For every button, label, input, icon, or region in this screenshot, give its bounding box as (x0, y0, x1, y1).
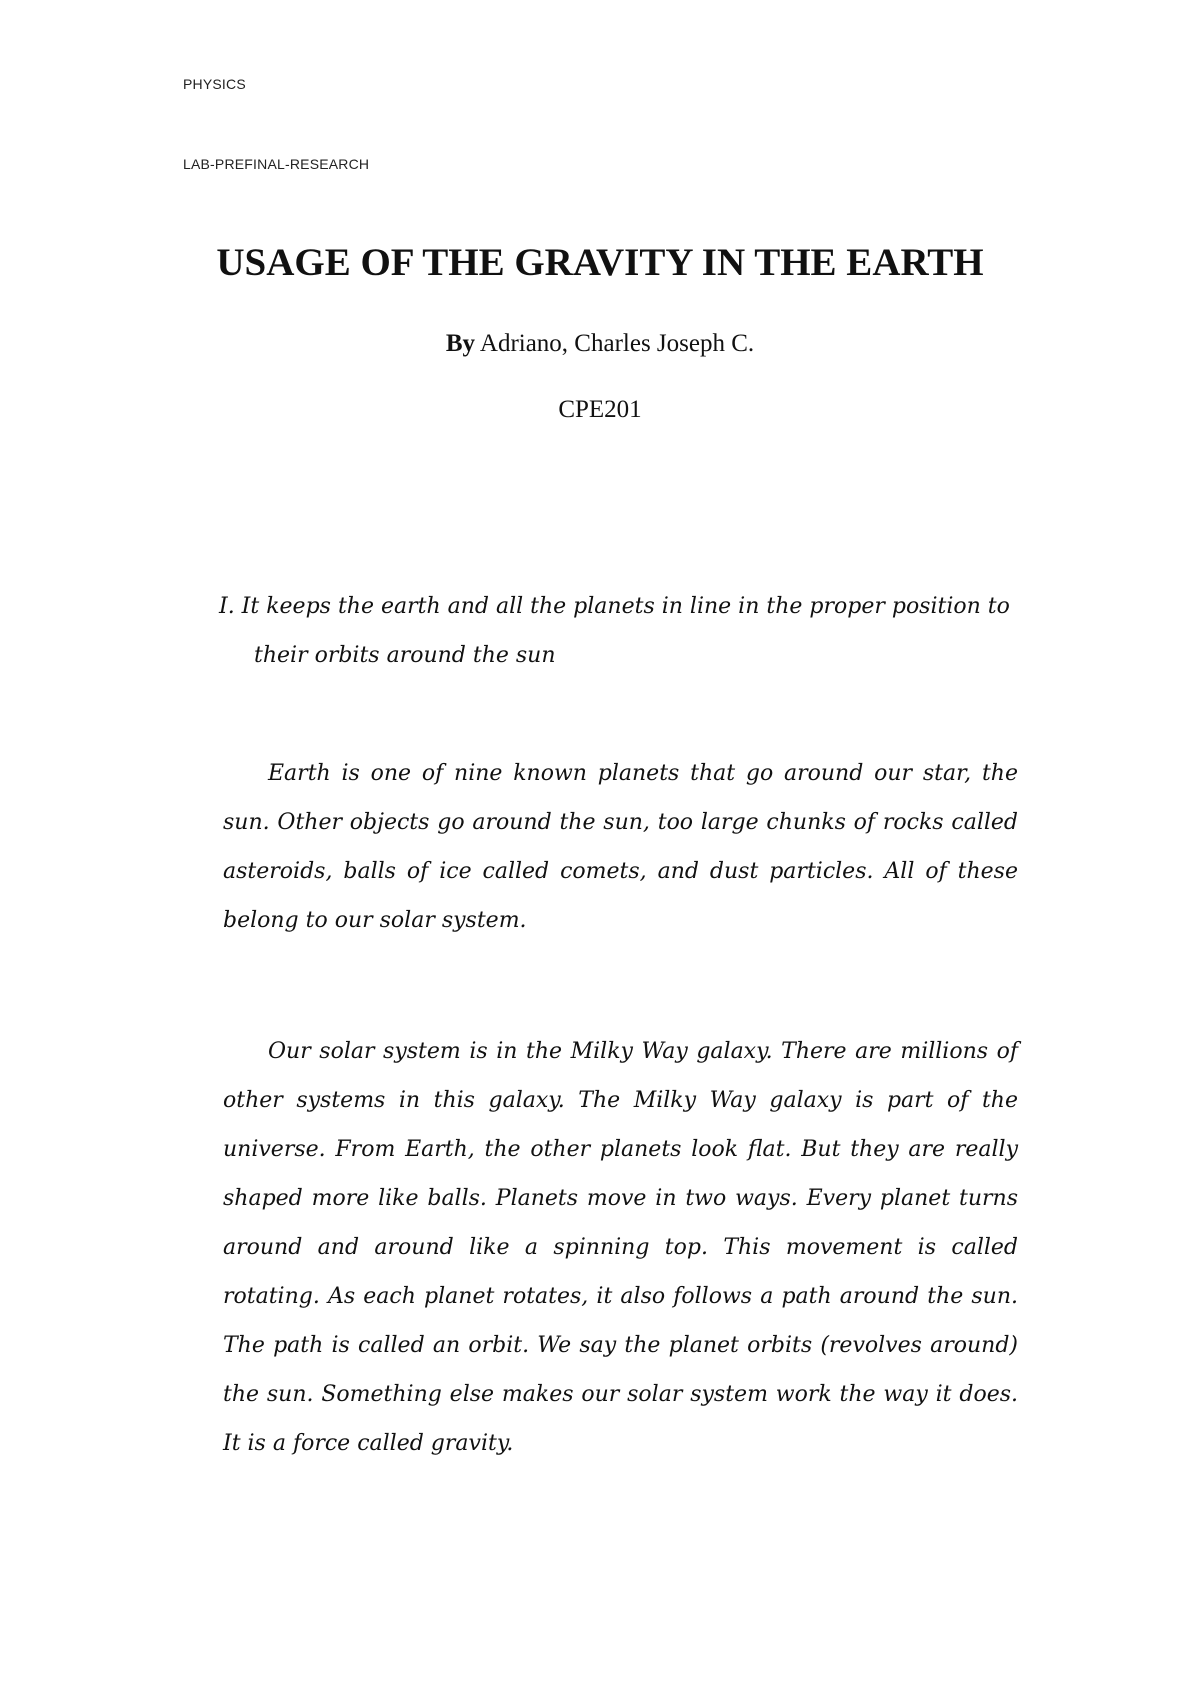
paragraph: Our solar system is in the Milky Way galaxy. There are millions of other systems in this galaxy. The Milky Way galaxy is part of the universe. From Earth, the other planets look flat. But they are really shaped more like balls. Planets move in two ways. Every planet turns around and around like a spinning top. This movement is called rotating. As each planet rotates, it also follows a path around the sun. The path is called an orbit. We say the planet orbits (revolves around) the sun. Something else makes our solar system work the way it does. It is a force called gravity. (223, 1039, 1018, 1456)
author-name: Adriano, Charles Joseph C. (479, 330, 755, 357)
course-code: CPE201 (558, 396, 642, 423)
byline-prefix: By (445, 330, 476, 357)
header-category: LAB-PREFINAL-RESEARCH (183, 156, 370, 172)
paragraph: Earth is one of nine known planets that go around our star, the sun. Other objects go around the sun, too large chunks of rocks called asteroids, balls of ice called comets, and dust particles. All of these belong to our solar system. (223, 761, 1018, 933)
section-heading: I. It keeps the earth and all the planets in line in the proper position to their orbits around the sun (219, 594, 1010, 668)
byline (0, 330, 1200, 358)
header-subject: PHYSICS (183, 76, 246, 92)
document-title: USAGE OF THE GRAVITY IN THE EARTH (216, 241, 984, 284)
